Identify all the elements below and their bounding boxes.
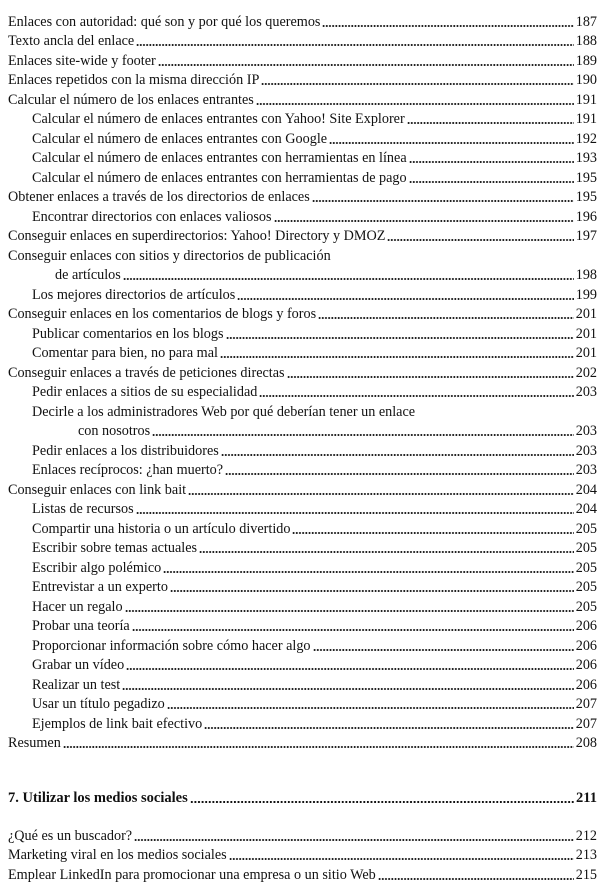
dot-leader <box>387 239 573 241</box>
toc-entry-title: Los mejores directorios de artículos <box>32 286 236 303</box>
toc-entry[interactable] <box>8 166 597 186</box>
toc-entry-title: Realizar un test <box>32 676 121 693</box>
toc-entry[interactable] <box>8 478 597 498</box>
toc-entry-page-number: 195 <box>575 189 597 205</box>
toc-entry[interactable] <box>8 459 597 479</box>
dot-leader <box>318 317 574 319</box>
dot-leader <box>313 649 574 651</box>
toc-entry-title: Enlaces site-wide y footer <box>8 52 156 69</box>
toc-entry-page-number: 208 <box>575 735 597 751</box>
toc-entry-page-number: 197 <box>575 228 597 244</box>
toc-entry[interactable] <box>8 517 597 537</box>
chapter-heading[interactable] <box>8 787 597 807</box>
toc-entry-page-number: 206 <box>575 637 597 654</box>
toc-entry-title: Hacer un regalo <box>32 598 123 615</box>
toc-entry[interactable] <box>8 225 597 245</box>
dot-leader <box>237 298 573 300</box>
toc-entry-title: Calcular el número de enlaces entrantes con Yahoo! Site Explorer <box>32 111 405 127</box>
toc-entry-title: Ejemplos de link bait efectivo <box>32 715 203 732</box>
dot-leader <box>199 551 574 553</box>
toc-entry[interactable] <box>8 88 597 108</box>
dot-leader <box>256 103 574 105</box>
toc-entry[interactable] <box>8 69 597 89</box>
toc-entry-title: Decirle a los administradores Web por qué deberían tener un enlace <box>32 403 416 420</box>
dot-leader <box>409 181 574 183</box>
toc-entry-page-number: 201 <box>575 325 597 342</box>
dot-leader <box>312 200 574 202</box>
toc-entry-page-number: 206 <box>575 618 597 634</box>
dot-leader <box>378 878 574 880</box>
toc-entry[interactable] <box>8 127 597 147</box>
toc-entry-title: Conseguir enlaces en los comentarios de blogs y foros <box>8 306 317 322</box>
dot-leader <box>259 395 573 397</box>
toc-entry-page-number: 189 <box>575 52 597 69</box>
toc-entry-title: Listas de recursos <box>32 501 134 517</box>
toc-entry[interactable] <box>8 30 597 50</box>
toc-entry-page-number: 207 <box>575 715 597 732</box>
toc-entry-title: Enlaces repetidos con la misma dirección IP <box>8 72 260 88</box>
toc-entry[interactable] <box>8 49 597 69</box>
toc-entry[interactable] <box>8 205 597 225</box>
dot-leader <box>229 858 574 860</box>
dot-leader <box>329 142 574 144</box>
toc-entry-title: Entrevistar a un experto <box>32 579 168 595</box>
toc-entry-title: Usar un título pegadizo <box>32 696 165 712</box>
toc-entry[interactable] <box>8 10 597 30</box>
toc-entry[interactable] <box>8 322 597 342</box>
toc-entry[interactable] <box>8 556 597 576</box>
toc-entry-page-number: 205 <box>575 598 597 615</box>
toc-entry-page-number: 204 <box>575 501 597 517</box>
toc-entry-page-number: 192 <box>575 130 597 147</box>
toc-entry[interactable] <box>8 576 597 596</box>
toc-entry[interactable] <box>8 863 597 883</box>
toc-entry[interactable] <box>8 537 597 557</box>
chapter-page-number: 211 <box>576 790 597 806</box>
toc-entry-page-number: 213 <box>575 847 597 863</box>
toc-entry-title-continuation: con nosotros <box>78 423 151 439</box>
dot-leader <box>407 122 574 124</box>
toc-entry-title: Conseguir enlaces con link bait <box>8 481 187 498</box>
toc-entry-title: Calcular el número de enlaces entrantes con Google <box>32 130 328 147</box>
toc-entry-page-number: 191 <box>575 111 597 127</box>
dot-leader <box>125 610 574 612</box>
toc-entry[interactable] <box>8 654 597 674</box>
toc-entry-title: Enlaces recíprocos: ¿han muerto? <box>32 462 224 478</box>
toc-entry-title: Resumen <box>8 735 61 751</box>
dot-leader <box>292 532 573 534</box>
toc-entry-page-number: 187 <box>575 13 597 30</box>
dot-leader <box>123 278 574 280</box>
toc-entry-page-number: 205 <box>575 559 597 576</box>
toc-entry-page-number: 215 <box>575 866 597 883</box>
toc-entry-page-number: 198 <box>575 267 597 283</box>
dot-leader <box>134 839 574 841</box>
toc-entry[interactable] <box>8 361 597 381</box>
toc-entry-title: Enlaces con autoridad: qué son y por qué los queremos <box>8 13 321 30</box>
toc-entry-page-number: 205 <box>575 520 597 537</box>
toc-entry-page-number: 204 <box>575 481 597 498</box>
toc-entry-title: Probar una teoría <box>32 618 130 634</box>
toc-entry[interactable] <box>8 498 597 518</box>
toc-entry-page-number: 203 <box>575 384 597 400</box>
toc-entry-page-number: 199 <box>575 286 597 303</box>
toc-entry[interactable] <box>8 634 597 654</box>
toc-entry-page-number: 201 <box>575 345 597 361</box>
toc-entry-title: Comentar para bien, no para mal <box>32 345 218 361</box>
dot-leader <box>226 337 574 339</box>
toc-entry[interactable] <box>8 693 597 713</box>
toc-entry[interactable] <box>8 303 597 323</box>
toc-entry-title: Pedir enlaces a los distribuidores <box>32 442 219 459</box>
dot-leader <box>322 25 573 27</box>
toc-entry-page-number: 206 <box>575 676 597 693</box>
dot-leader <box>220 356 574 358</box>
toc-entry-title-continuation: de artículos <box>55 267 121 283</box>
toc-entry-page-number: 205 <box>575 579 597 595</box>
dot-leader <box>167 707 574 709</box>
dot-leader <box>126 668 574 670</box>
toc-entry-title: Marketing viral en los medios sociales <box>8 847 227 863</box>
dot-leader <box>163 571 573 573</box>
toc-entry-page-number: 190 <box>575 72 597 88</box>
dot-leader <box>225 473 574 475</box>
dot-leader <box>188 493 574 495</box>
toc-entry[interactable] <box>8 381 597 401</box>
toc-entry-title: Publicar comentarios en los blogs <box>32 325 224 342</box>
toc-entry-page-number: 207 <box>575 696 597 712</box>
toc-entry-page-number: 201 <box>575 306 597 322</box>
toc-entry-page-number: 202 <box>575 364 597 381</box>
toc-entry-page-number: 188 <box>575 33 597 49</box>
toc-entry-title: Conseguir enlaces a través de peticiones directas <box>8 364 285 381</box>
toc-entry[interactable] <box>8 186 597 206</box>
toc-entry-title: Calcular el número de enlaces entrantes con herramientas de pago <box>32 169 407 186</box>
toc-entry-title: Conseguir enlaces en superdirectorios: Yahoo! Directory y DMOZ <box>8 228 386 244</box>
toc-entry[interactable] <box>8 595 597 615</box>
chapter-toc-list <box>8 824 597 883</box>
toc-entry[interactable] <box>8 824 597 844</box>
toc-entry-page-number: 206 <box>575 657 597 673</box>
toc-entry-title: Grabar un vídeo <box>32 657 125 673</box>
dot-leader <box>158 64 574 66</box>
toc-entry[interactable] <box>8 732 597 752</box>
toc-entry-title: Pedir enlaces a sitios de su especialidad <box>32 384 258 400</box>
dot-leader <box>132 629 574 631</box>
toc-entry[interactable] <box>8 400 597 439</box>
toc-entry[interactable] <box>8 283 597 303</box>
dot-leader <box>409 161 574 163</box>
toc-entry[interactable] <box>8 342 597 362</box>
toc-entry-page-number: 205 <box>575 540 597 556</box>
dot-leader <box>287 376 574 378</box>
toc-list <box>8 10 597 751</box>
toc-entry-page-number: 193 <box>575 150 597 166</box>
toc-entry[interactable] <box>8 244 597 283</box>
toc-entry[interactable] <box>8 844 597 864</box>
toc-entry-page-number: 196 <box>575 208 597 225</box>
toc-entry-page-number: 203 <box>575 423 597 439</box>
toc-entry[interactable] <box>8 439 597 459</box>
dot-leader <box>274 220 574 222</box>
toc-entry-title: Escribir sobre temas actuales <box>32 540 198 556</box>
toc-entry-title: Escribir algo polémico <box>32 559 162 576</box>
toc-entry-page-number: 203 <box>575 462 597 478</box>
chapter-title: 7. Utilizar los medios sociales <box>8 790 188 806</box>
toc-entry-title: ¿Qué es un buscador? <box>8 827 133 844</box>
toc-entry-title: Calcular el número de los enlaces entrantes <box>8 91 254 108</box>
dot-leader <box>261 83 573 85</box>
dot-leader <box>204 727 574 729</box>
dot-leader <box>190 801 574 803</box>
dot-leader <box>136 44 573 46</box>
dot-leader <box>63 746 574 748</box>
toc-entry-page-number: 212 <box>575 827 597 844</box>
toc-entry-page-number: 203 <box>575 442 597 459</box>
toc-entry[interactable] <box>8 615 597 635</box>
toc-entry-title: Emplear LinkedIn para promocionar una empresa o un sitio Web <box>8 866 376 883</box>
dot-leader <box>122 688 573 690</box>
toc-entry-title: Conseguir enlaces con sitios y directorios de publicación <box>8 247 331 264</box>
toc-entry[interactable] <box>8 147 597 167</box>
toc-entry-title: Texto ancla del enlace <box>8 33 135 49</box>
toc-entry[interactable] <box>8 673 597 693</box>
toc-entry-title: Calcular el número de enlaces entrantes con herramientas en línea <box>32 150 407 166</box>
toc-entry[interactable] <box>8 108 597 128</box>
toc-entry-title: Compartir una historia o un artículo divertido <box>32 520 291 537</box>
dot-leader <box>221 454 574 456</box>
toc-entry-page-number: 195 <box>575 169 597 186</box>
dot-leader <box>170 590 574 592</box>
toc-entry-title: Proporcionar información sobre cómo hacer algo <box>32 637 311 654</box>
toc-entry-page-number: 191 <box>575 91 597 108</box>
toc-entry[interactable] <box>8 712 597 732</box>
toc-entry-title: Obtener enlaces a través de los directorios de enlaces <box>8 189 310 205</box>
dot-leader <box>136 512 574 514</box>
dot-leader <box>152 434 574 436</box>
toc-entry-title: Encontrar directorios con enlaces valiosos <box>32 208 272 225</box>
